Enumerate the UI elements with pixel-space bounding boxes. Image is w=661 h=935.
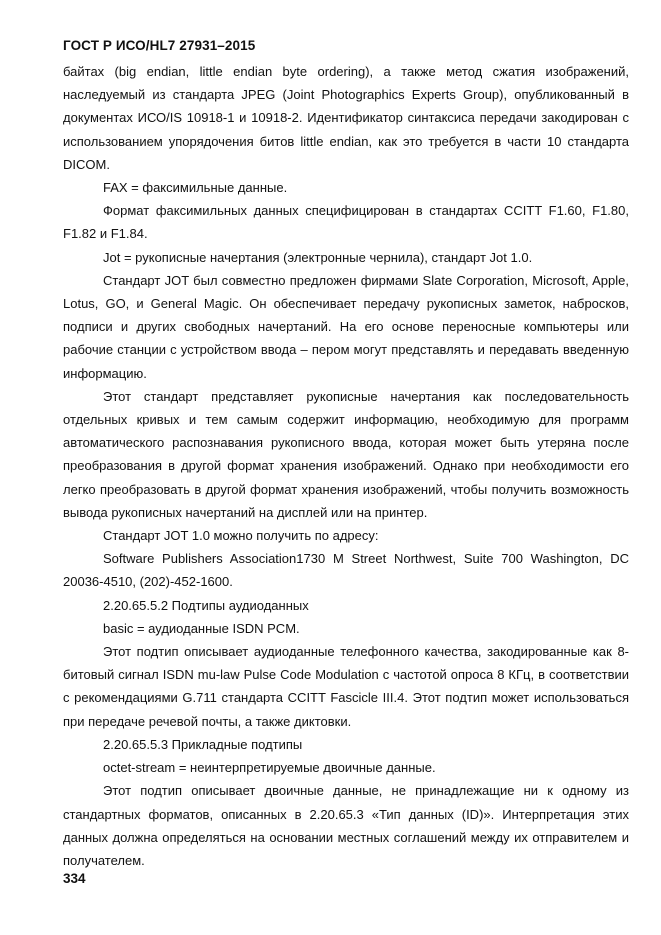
paragraph-jot-definition: Jot = рукописные начертания (электронные чернила), стандарт Jot 1.0. (103, 249, 533, 265)
paragraph-octet-stream-definition: octet-stream = неинтерпретируемые двоичные данные. (103, 760, 436, 776)
page-number: 334 (63, 871, 86, 886)
paragraph-fax-format: Формат факсимильных данных специфицирован в стандартах CCITT F1.60, F1.80, F1.82 и F1.84. (63, 203, 629, 242)
paragraph-octet-stream-description: Этот подтип описывает двоичные данные, не принадлежащие ни к одному из стандартных форматов, описанных в 2.20.65.3 «Тип данных (ID)». Интерпретация этих данных должна определяться на основании местных соглашений между их отправителем и получателем. (63, 783, 629, 868)
document-header: ГОСТ Р ИСО/HL7 27931–2015 (63, 38, 256, 53)
paragraph-fax-definition: FAX = факсимильные данные. (103, 180, 288, 196)
paragraph-jot-address: Software Publishers Association1730 M Street Northwest, Suite 700 Washington, DC 20036-4510, (202)-452-1600. (63, 551, 629, 590)
paragraph-basic-description: Этот подтип описывает аудиоданные телефонного качества, закодированные как 8-битовый сигнал ISDN mu-law Pulse Code Modulation с частотой опроса 8 КГц, в соответствии с рекомендациями G.711 стандарта CCITT Fascicle III.4. Этот подтип может использоваться при передаче речевой почты, а также диктовки. (63, 644, 629, 729)
paragraph-jot-address-intro: Стандарт JOT 1.0 можно получить по адресу: (103, 528, 379, 544)
section-heading-application-subtypes: 2.20.65.5.3 Прикладные подтипы (103, 736, 303, 752)
paragraph-jot-standard: Стандарт JOT был совместно предложен фирмами Slate Corporation, Microsoft, Apple, Lotus, GO, и General Magic. Он обеспечивает передачу рукописных заметок, набросков, подписи и других свободных начертаний. На его основе переносные компьютеры или рабочие станции с устройством ввода – пером могут представлять и передавать введенную информацию. (63, 272, 629, 381)
paragraph-continuation: байтах (big endian, little endian byte ordering), а также метод сжатия изображений, наследуемый из стандарта JPEG (Joint Photographics Experts Group), опубликованный в документах ИСО/IS 10918-1 и 10918-2. Идентификатор синтаксиса передачи закодирован с использованием упорядочения битов little endian, как это требуется в части 10 стандарта DICOM. (63, 64, 629, 172)
paragraph-jot-description: Этот стандарт представляет рукописные начертания как последовательность отдельных кривых и тем самым содержит информацию, необходимую для программ автоматического распознавания рукописного ввода, которая может быть утеряна после преобразования в другой формат хранения изображений. Однако при необходимости его легко преобразовать в другой формат хранения изображений, чтобы получить возможность вывода рукописных начертаний на дисплей или на принтер. (63, 388, 629, 520)
page-body (63, 60, 629, 872)
section-heading-audio-subtypes: 2.20.65.5.2 Подтипы аудиоданных (103, 597, 309, 613)
paragraph-basic-definition: basic = аудиоданные ISDN PCM. (103, 620, 300, 636)
